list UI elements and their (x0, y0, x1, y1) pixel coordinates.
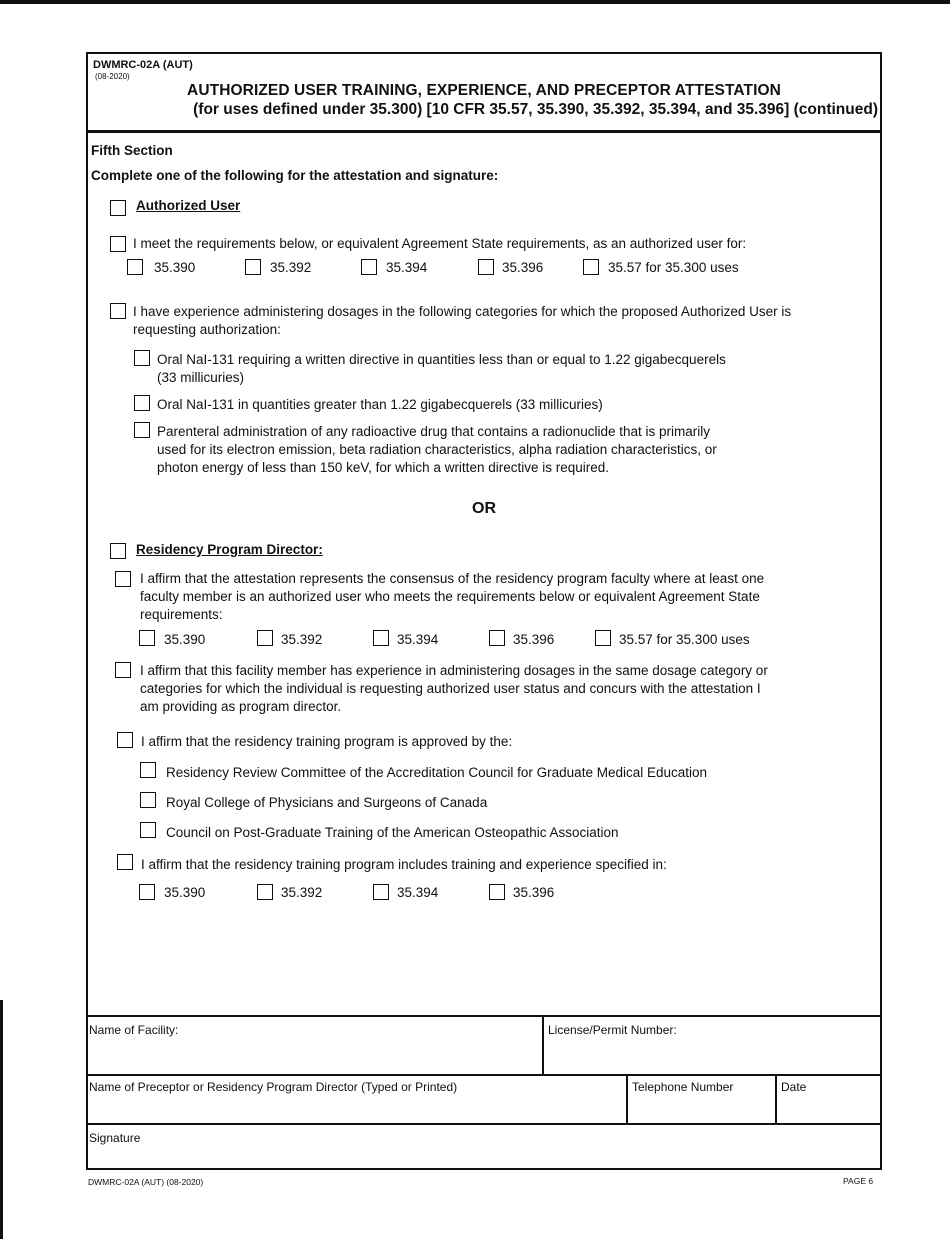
facility-member-line3: am providing as program director. (140, 699, 342, 714)
approver-acgme-label: Residency Review Committee of the Accreditation Council for Graduate Medical Education (166, 765, 708, 780)
authorized-user-label: Authorized User (136, 198, 241, 213)
rpd-cfr-35-394-checkbox[interactable] (373, 630, 389, 646)
name-phone-divider (626, 1075, 628, 1124)
approver-aoa-checkbox[interactable] (140, 822, 156, 838)
header-divider (86, 130, 882, 133)
section-heading: Fifth Section (91, 143, 173, 158)
facility-member-line1: I affirm that this facility member has experience in administering dosages in the same dosage category or (140, 663, 768, 678)
license-number-label: License/Permit Number: (548, 1023, 677, 1037)
experience-checkbox[interactable] (110, 303, 126, 319)
residency-director-label: Residency Program Director: (136, 542, 323, 557)
au-cfr-35-396-label: 35.396 (502, 260, 544, 275)
signature-field[interactable] (89, 1131, 877, 1167)
parenteral-line1: Parenteral administration of any radioactive drug that contains a radionuclide that is primarily (157, 424, 711, 439)
preceptor-name-label: Name of Preceptor or Residency Program Director (Typed or Printed) (89, 1080, 458, 1094)
page-subtitle: (for uses defined under 35.300) [10 CFR 35.57, 35.390, 35.392, 35.394, and 35.396] (continued) (193, 101, 878, 118)
approver-royal-college-checkbox[interactable] (140, 792, 156, 808)
form-id: DWMRC-02A (AUT) (93, 59, 193, 71)
parenteral-line3: photon energy of less than 150 keV, for which a written directive is required. (157, 460, 610, 475)
consensus-line2: faculty member is an authorized user who meets the requirements below or equivalent Agreement State (140, 589, 760, 604)
approved-by-checkbox[interactable] (117, 732, 133, 748)
signature-label: Signature (89, 1131, 141, 1145)
au-cfr-35-392-checkbox[interactable] (245, 259, 261, 275)
facility-member-line2: categories for which the individual is requesting authorized user status and concurs with the attestation I (140, 681, 761, 696)
preceptor-name-field[interactable] (89, 1080, 622, 1120)
au-cfr-35-392-label: 35.392 (270, 260, 312, 275)
signature-row-divider-2 (86, 1123, 882, 1125)
train-cfr-35-392-checkbox[interactable] (257, 884, 273, 900)
au-cfr-35-394-checkbox[interactable] (361, 259, 377, 275)
telephone-label: Telephone Number (632, 1080, 734, 1094)
page-number: PAGE 6 (843, 1176, 874, 1186)
train-cfr-35-392-label: 35.392 (281, 885, 323, 900)
rpd-cfr-35-396-label: 35.396 (513, 632, 555, 647)
page-title: AUTHORIZED USER TRAINING, EXPERIENCE, AND PRECEPTOR ATTESTATION (187, 82, 781, 99)
rpd-cfr-35-392-checkbox[interactable] (257, 630, 273, 646)
date-label: Date (781, 1080, 807, 1094)
experience-text-line2: requesting authorization: (133, 322, 281, 337)
train-cfr-35-396-checkbox[interactable] (489, 884, 505, 900)
parenteral-line2: used for its electron emission, beta radiation characteristics, alpha radiation characteristics, or (157, 442, 717, 457)
rpd-cfr-35-390-checkbox[interactable] (139, 630, 155, 646)
includes-training-text: I affirm that the residency training program includes training and experience specified in: (141, 857, 667, 872)
facility-member-checkbox[interactable] (115, 662, 131, 678)
approver-acgme-checkbox[interactable] (140, 762, 156, 778)
consensus-checkbox[interactable] (115, 571, 131, 587)
au-cfr-35-394-label: 35.394 (386, 260, 428, 275)
meet-requirements-checkbox[interactable] (110, 236, 126, 252)
authorized-user-checkbox[interactable] (110, 200, 126, 216)
au-cfr-35-390-label: 35.390 (154, 260, 196, 275)
rpd-cfr-35-392-label: 35.392 (281, 632, 323, 647)
train-cfr-35-394-label: 35.394 (397, 885, 439, 900)
section-instruction: Complete one of the following for the attestation and signature: (91, 168, 499, 183)
signature-block-top-rule (86, 1015, 882, 1017)
signature-row-divider-1 (86, 1074, 882, 1076)
oral-nai-high-checkbox[interactable] (134, 395, 150, 411)
approver-aoa-label: Council on Post-Graduate Training of the American Osteopathic Association (166, 825, 619, 840)
meet-requirements-text: I meet the requirements below, or equivalent Agreement State requirements, as an authorized user for: (133, 236, 747, 251)
oral-nai-high-text: Oral NaI-131 in quantities greater than 1.22 gigabecquerels (33 millicuries) (157, 397, 603, 412)
telephone-field[interactable] (632, 1080, 772, 1120)
consensus-line3: requirements: (140, 607, 223, 622)
experience-text-line1: I have experience administering dosages in the following categories for which the proposed Authorized User is (133, 304, 792, 319)
or-separator: OR (472, 500, 496, 517)
form-date: (08-2020) (95, 72, 130, 81)
page-top-rule (0, 0, 950, 4)
rpd-cfr-35-57-checkbox[interactable] (595, 630, 611, 646)
page-left-edge (0, 1000, 3, 1239)
approved-by-text: I affirm that the residency training program is approved by the: (141, 734, 513, 749)
au-cfr-35-390-checkbox[interactable] (127, 259, 143, 275)
license-number-field[interactable] (548, 1023, 878, 1071)
au-cfr-35-396-checkbox[interactable] (478, 259, 494, 275)
approver-royal-college-label: Royal College of Physicians and Surgeons of Canada (166, 795, 488, 810)
phone-date-divider (775, 1075, 777, 1124)
facility-name-field[interactable] (89, 1023, 539, 1071)
footer-form-id: DWMRC-02A (AUT) (08-2020) (88, 1177, 204, 1187)
consensus-line1: I affirm that the attestation represents the consensus of the residency program faculty where at least one (140, 571, 765, 586)
includes-training-checkbox[interactable] (117, 854, 133, 870)
facility-license-divider (542, 1016, 544, 1075)
au-cfr-35-57-label: 35.57 for 35.300 uses (608, 260, 739, 275)
train-cfr-35-394-checkbox[interactable] (373, 884, 389, 900)
parenteral-checkbox[interactable] (134, 422, 150, 438)
au-cfr-35-57-checkbox[interactable] (583, 259, 599, 275)
rpd-cfr-35-396-checkbox[interactable] (489, 630, 505, 646)
rpd-cfr-35-57-label: 35.57 for 35.300 uses (619, 632, 750, 647)
train-cfr-35-390-checkbox[interactable] (139, 884, 155, 900)
oral-nai-low-line2: (33 millicuries) (157, 370, 245, 385)
rpd-cfr-35-390-label: 35.390 (164, 632, 206, 647)
oral-nai-low-line1: Oral NaI-131 requiring a written directive in quantities less than or equal to 1.22 gigabecquerels (157, 352, 726, 367)
train-cfr-35-396-label: 35.396 (513, 885, 555, 900)
rpd-cfr-35-394-label: 35.394 (397, 632, 439, 647)
facility-name-label: Name of Facility: (89, 1023, 179, 1037)
oral-nai-low-checkbox[interactable] (134, 350, 150, 366)
residency-director-checkbox[interactable] (110, 543, 126, 559)
date-field[interactable] (781, 1080, 877, 1120)
train-cfr-35-390-label: 35.390 (164, 885, 206, 900)
